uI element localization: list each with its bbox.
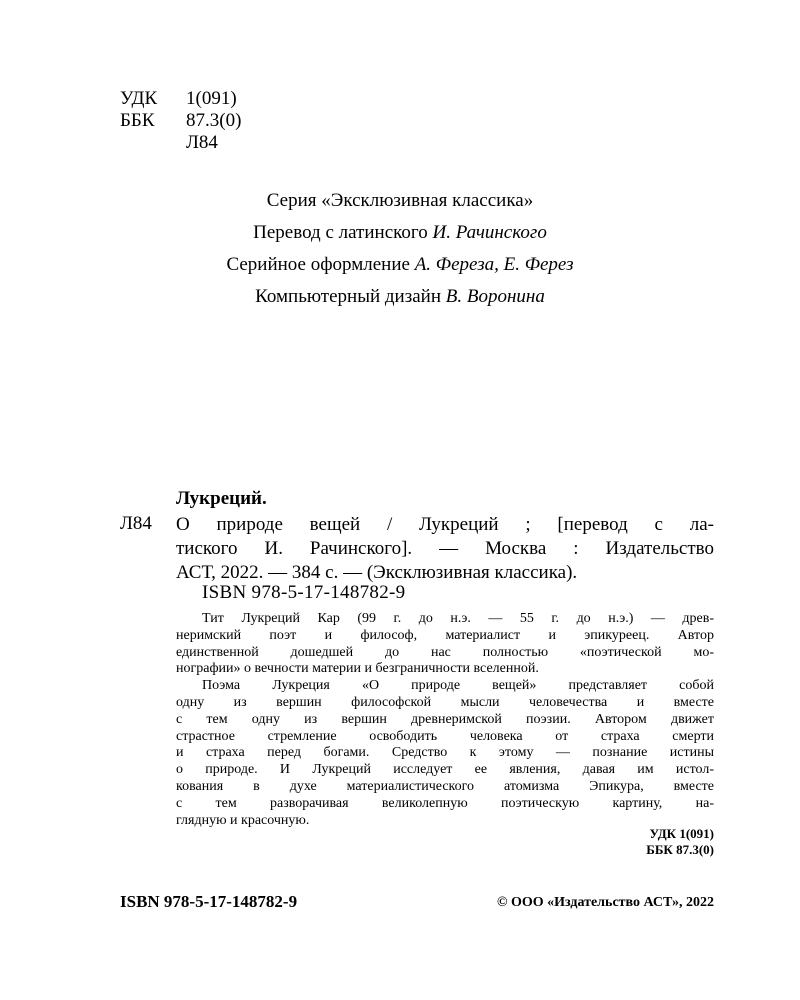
bbk-row bbox=[120, 110, 241, 132]
design-prefix: Серийное оформление bbox=[226, 254, 415, 275]
computer-designer-name: В. Воронина bbox=[445, 286, 545, 307]
translation-prefix: Перевод с латинского bbox=[253, 222, 433, 243]
classification-block bbox=[120, 88, 241, 154]
record-line: тиского И. Рачинского]. — Москва : Издательство bbox=[176, 538, 714, 559]
annotation-line: и страха перед богами. Средство к этому — познание истины bbox=[176, 745, 714, 761]
annotation-line: единственной дошедшей до нас полностью «поэтической мо- bbox=[176, 644, 714, 660]
annotation-line: глядную и красочную. bbox=[176, 812, 310, 828]
bbk-label: ББК bbox=[120, 110, 155, 131]
record-author: Лукреций. bbox=[176, 488, 267, 509]
record-line: О природе вещей / Лукреций ; [перевод с ла- bbox=[176, 514, 714, 535]
design-line bbox=[0, 249, 800, 281]
annotation-line: одну из вершин философской мысли человечества и вместе bbox=[176, 694, 714, 710]
author-mark-row bbox=[120, 132, 241, 154]
computer-design-prefix: Компьютерный дизайн bbox=[255, 286, 446, 307]
bbk-value: 87.3(0) bbox=[186, 110, 242, 131]
translator-name: И. Рачинского bbox=[432, 222, 547, 243]
udk-row bbox=[120, 88, 241, 110]
designer-names: А. Фереза, Е. Ферез bbox=[414, 254, 574, 275]
udk-value: 1(091) bbox=[186, 88, 237, 109]
annotation-line: с тем разворачивая великолепную поэтическую картину, на- bbox=[176, 795, 714, 811]
index-codes bbox=[646, 826, 714, 858]
annotation-line: о природе. И Лукреций исследует ее явления, давая им истол- bbox=[176, 762, 714, 778]
index-udk: УДК 1(091) bbox=[649, 826, 714, 841]
computer-design-line bbox=[0, 281, 800, 313]
author-mark: Л84 bbox=[186, 132, 218, 153]
footer-isbn: ISBN 978-5-17-148782-9 bbox=[120, 892, 298, 911]
annotation-line: нографии» о вечности материи и безграничности вселенной. bbox=[176, 661, 539, 677]
udk-label: УДК bbox=[120, 88, 158, 109]
translation-line bbox=[0, 217, 800, 249]
annotation bbox=[176, 611, 714, 829]
annotation-line: с тем одну из вершин древнеримской поэзии. Автором движет bbox=[176, 711, 714, 727]
annotation-line: кования в духе материалистического атомизма Эпикура, вместе bbox=[176, 778, 714, 794]
annotation-line: Тит Лукреций Кар (99 г. до н.э. — 55 г. до н.э.) — древ- bbox=[202, 611, 714, 626]
annotation-line: неримский поэт и философ, материалист и эпикуреец. Автор bbox=[176, 627, 714, 643]
annotation-line: Поэма Лукреция «О природе вещей» представляет собой bbox=[202, 678, 714, 694]
record-code: Л84 bbox=[120, 513, 152, 534]
annotation-line: страстное стремление освободить человека от страха смерти bbox=[176, 728, 714, 744]
credits-block bbox=[0, 185, 800, 313]
copyright-notice: © ООО «Издательство АСТ», 2022 bbox=[496, 895, 714, 910]
record-isbn: ISBN 978-5-17-148782-9 bbox=[202, 582, 406, 603]
record-description bbox=[176, 513, 714, 585]
index-bbk: ББК 87.3(0) bbox=[646, 842, 714, 857]
record-line: АСТ, 2022. — 384 с. — (Эксклюзивная классика). bbox=[176, 562, 578, 583]
series-line: Серия «Эксклюзивная классика» bbox=[266, 190, 534, 211]
